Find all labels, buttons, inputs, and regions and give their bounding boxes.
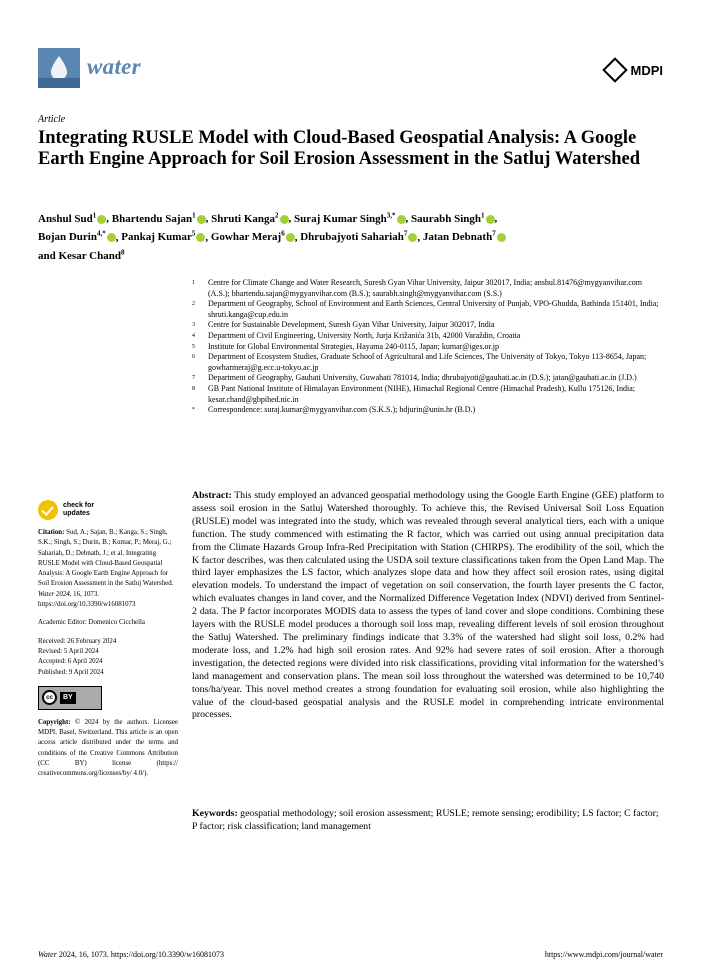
author-name-text: Bhartendu Sajan bbox=[111, 212, 193, 225]
author-name-text: Anshul Sud bbox=[38, 212, 93, 225]
citation-doi[interactable]: 16, 1073. https://doi.org/10.3390/w16081073 bbox=[38, 590, 136, 609]
page-footer bbox=[38, 950, 663, 959]
author-name[interactable] bbox=[38, 250, 124, 262]
orcid-icon[interactable] bbox=[286, 233, 295, 242]
cc-icon: cc bbox=[42, 690, 57, 705]
author-name[interactable] bbox=[300, 231, 417, 243]
affiliation-number: 2 bbox=[192, 301, 195, 308]
author-affiliation-marker: 1 bbox=[481, 211, 485, 219]
affiliation-item bbox=[192, 320, 664, 331]
orcid-icon[interactable] bbox=[196, 233, 205, 242]
author-name-text: and Kesar Chand bbox=[38, 249, 121, 262]
keywords-text: geospatial methodology; soil erosion assessment; RUSLE; remote sensing; erodibility; LS factor; C factor; P factor; risk classification; land management bbox=[192, 808, 659, 832]
abstract-text: This study employed an advanced geospatial methodology using the Google Earth Engine (GEE) platform to assess soil erosion in the Satluj Watershed thoroughly. To achieve this, the Revised Universal Soil Loss Equation (RUSLE) model was integrated into the study, which was revealed through several analytical tiers, each with a unique function. The study commenced with estimating the R factor, which was carried out using annual precipitation data from the Climate Hazards Group Infra-Red Precipitation with Station (CHIRPS). The erodibility of the soil, which the K factor describes, was then calculated using the USDA soil texture classifications taken from the Open Land Map. The third layer emphasizes the LS factor, which analyzes slope data and how they affect soil erosion rates, using digital elevation models. To understand the impact of vegetation on soil conservation, the fourth layer presents the C factor, which evaluates changes in land cover, and the Normalized Difference Vegetation Index (NDVI) derived from Sentinel-2 data. The P factor incorporates MODIS data to assess the types of land cover and slope conditions. Combining these layers with the RUSLE model produces a thorough soil loss map, revealing different levels of soil erosion throughout the Satluj Watershed. The preliminary findings indicate that 3.3% of the watershed had slight soil loss, 0.2% had moderate loss, and 1.2% had high soil erosion rates. And 92% had severe rates of soil erosion. After a thorough investigation, the detected regions were divided into risk classifications, providing vital information for the watershed’s land management and conservation plans. The mean soil loss throughout the watershed was determined to be 10,740 tons/ha/year. This novel method creates a strong foundation for evaluating soil erosion, while also highlighting the value of the cloud-based geospatial analysis and the RUSLE model in comprehending intricate environmental processes. bbox=[192, 490, 664, 721]
author-affiliation-marker: 2 bbox=[275, 211, 279, 219]
cc-by-label: BY bbox=[60, 692, 76, 704]
mdpi-diamond-icon bbox=[602, 57, 627, 82]
affiliation-item bbox=[192, 342, 664, 353]
author-name[interactable] bbox=[423, 231, 506, 243]
affiliation-item bbox=[192, 384, 664, 405]
citation-journal: Water 2024, bbox=[38, 590, 72, 598]
author-separator: , bbox=[106, 212, 112, 225]
affiliation-text: Centre for Sustainable Development, Suresh Gyan Vihar University, Jaipur 302017, India bbox=[208, 320, 495, 330]
author-affiliation-marker: 1 bbox=[92, 211, 97, 219]
affiliation-item bbox=[192, 331, 664, 342]
check-for-updates-button[interactable] bbox=[38, 500, 178, 520]
author-affiliation-marker: 7 bbox=[403, 229, 408, 238]
author-separator: , bbox=[288, 212, 295, 225]
orcid-icon[interactable] bbox=[408, 233, 417, 242]
author-name-text: Saurabh Singh bbox=[411, 212, 482, 225]
affiliation-text: Department of Geography, School of Environment and Earth Sciences, Central University of Punjab, VPO-Ghudda, Bathinda 151401, India; shruti.kanga@cup.edu.in bbox=[208, 299, 659, 319]
author-separator: , bbox=[205, 231, 211, 244]
author-separator: , bbox=[494, 212, 498, 225]
footer-journal: Water bbox=[38, 950, 57, 959]
author-separator: , bbox=[205, 212, 212, 225]
date-received: Received: 26 February 2024 bbox=[38, 637, 117, 645]
affiliation-item bbox=[192, 299, 664, 320]
author-name-text: Jatan Debnath bbox=[422, 231, 493, 244]
author-separator: , bbox=[417, 231, 423, 244]
affiliation-text: GB Pant National Institute of Himalayan Environment (NIHE), Himachal Regional Centre (Himachal Pradesh), Kullu 175126, India; kesar.chand@gbpihed.nic.in bbox=[208, 383, 636, 404]
keywords-section bbox=[192, 808, 664, 834]
affiliation-text: Department of Geography, Gauhati University, Guwahati 781014, India; dhrubajyoti@gauhati.ac.in (D.S.); jatan@gauhati.ac.in (J.D.) bbox=[208, 373, 637, 383]
author-name[interactable] bbox=[121, 231, 205, 243]
citation-block bbox=[38, 528, 178, 610]
author-separator: , bbox=[294, 231, 301, 244]
author-separator: , bbox=[115, 231, 122, 244]
check-updates-line1: check for bbox=[63, 502, 95, 509]
check-updates-line2: updates bbox=[63, 510, 90, 517]
author-name-text: Pankaj Kumar bbox=[121, 231, 192, 244]
article-title: Integrating RUSLE Model with Cloud-Based Geospatial Analysis: A Google Earth Engine Approach for Soil Erosion Assessment in the Satluj Watershed bbox=[38, 128, 641, 169]
keywords-label: Keywords: bbox=[192, 808, 238, 819]
affiliation-number: 6 bbox=[192, 354, 195, 361]
affiliation-number: 3 bbox=[192, 322, 195, 329]
author-affiliation-marker: 3,* bbox=[386, 211, 396, 219]
cc-license-badge[interactable] bbox=[38, 686, 102, 710]
affiliation-text: Centre for Climate Change and Water Research, Suresh Gyan Vihar University, Jaipur 302017, India; anshul.81476@mygyanvihar.com (A.S.); bhartendu.sajan@mygyanvihar.com (B.S.); saurabh.singh@mygyanvihar.com (S.S.) bbox=[208, 278, 642, 298]
orcid-icon[interactable] bbox=[497, 233, 506, 242]
academic-editor: Academic Editor: Domenico Cicchella bbox=[38, 619, 145, 627]
author-name-text: Gowhar Meraj bbox=[210, 231, 282, 244]
copyright-text: © 2024 by the authors. Licensee MDPI, Basel, Switzerland. This article is an open access article distributed under the terms and conditions of the Creative Commons Attribution (CC BY) license (https:// creativecommons.org/licenses/by/ 4.0/). bbox=[38, 718, 178, 778]
publisher-name: MDPI bbox=[630, 62, 663, 78]
orcid-icon[interactable] bbox=[280, 215, 289, 224]
water-drop-icon bbox=[38, 48, 80, 88]
affiliation-text: Correspondence: suraj.kumar@mygyanvihar.com (S.K.S.); bdjurin@unin.hr (B.D.) bbox=[208, 405, 476, 415]
copyright-notice bbox=[38, 718, 178, 780]
author-name-text: Bojan Durin bbox=[38, 231, 97, 244]
affiliation-list bbox=[192, 278, 664, 416]
affiliation-item bbox=[192, 405, 664, 416]
author-name[interactable] bbox=[112, 213, 206, 225]
abstract-section bbox=[192, 490, 664, 722]
publication-dates bbox=[38, 637, 178, 678]
orcid-icon[interactable] bbox=[397, 215, 406, 224]
orcid-icon[interactable] bbox=[97, 215, 106, 224]
footer-url[interactable]: https://www.mdpi.com/journal/water bbox=[544, 950, 663, 959]
author-name[interactable] bbox=[411, 213, 495, 225]
author-name[interactable] bbox=[294, 213, 405, 225]
date-revised: Revised: 5 April 2024 bbox=[38, 647, 99, 655]
author-affiliation-marker: 1 bbox=[192, 211, 196, 219]
journal-header bbox=[38, 48, 663, 88]
citation-text: Sud, A.; Sajan, B.; Kanga, S.; Singh, S.K.; Singh, S.; Durin, B.; Kumar, P.; Meraj, G.; Sahariah, D.; Debnath, J.; et al. Integrating RUSLE Model with Cloud-Based Geospatial Analysis: A Google Earth Engine Approach for Soil Erosion Assessment in the Satluj Watershed. bbox=[38, 529, 174, 588]
author-name-text: Shruti Kanga bbox=[211, 212, 276, 225]
author-affiliation-marker: 5 bbox=[191, 229, 196, 238]
affiliation-number: 5 bbox=[192, 343, 195, 350]
affiliation-number: 1 bbox=[192, 280, 195, 286]
affiliation-text: Department of Ecosystem Studies, Graduate School of Agricultural and Life Sciences, The University of Tokyo, Tokyo 113-8654, Japan; gowharmeraj@g.ecc.u-tokyo.ac.jp bbox=[208, 352, 647, 372]
author-name[interactable] bbox=[38, 231, 116, 243]
abstract-label: Abstract: bbox=[192, 490, 232, 501]
article-sidebar bbox=[38, 500, 178, 780]
author-separator: , bbox=[405, 212, 411, 225]
citation-label: Citation: bbox=[38, 529, 65, 536]
orcid-icon[interactable] bbox=[107, 233, 116, 242]
author-name-text: Suraj Kumar Singh bbox=[294, 212, 387, 225]
affiliation-number: 4 bbox=[192, 332, 195, 339]
author-affiliation-marker: 8 bbox=[120, 248, 125, 257]
author-affiliation-marker: 6 bbox=[281, 229, 285, 238]
orcid-icon[interactable] bbox=[197, 215, 206, 224]
orcid-icon[interactable] bbox=[486, 215, 495, 224]
author-name[interactable] bbox=[211, 231, 295, 243]
article-type: Article bbox=[38, 114, 66, 125]
author-list bbox=[38, 208, 663, 264]
author-name-text: Dhrubajyoti Sahariah bbox=[300, 231, 404, 244]
affiliation-number: 8 bbox=[192, 385, 195, 392]
footer-citation bbox=[38, 950, 224, 959]
publisher-logo[interactable] bbox=[606, 61, 664, 79]
affiliation-item bbox=[192, 373, 664, 384]
author-name[interactable] bbox=[211, 213, 288, 225]
author-name[interactable] bbox=[38, 213, 106, 225]
affiliation-text: Institute for Global Environmental Strategies, Hayama 240-0115, Japan; kumar@iges.or.jp bbox=[208, 341, 500, 351]
affiliation-number: 7 bbox=[192, 375, 195, 382]
check-updates-icon bbox=[38, 500, 58, 520]
author-affiliation-marker: 4,* bbox=[97, 229, 106, 238]
affiliation-item bbox=[192, 278, 664, 299]
date-published: Published: 9 April 2024 bbox=[38, 668, 104, 676]
author-affiliation-marker: 7 bbox=[492, 229, 496, 238]
journal-name[interactable]: water bbox=[87, 54, 141, 79]
affiliation-text: Department of Civil Engineering, University North, Jurja Križanića 31b, 42000 Varaždin, Croatia bbox=[208, 330, 521, 340]
affiliation-number: * bbox=[192, 407, 195, 414]
copyright-label: Copyright: bbox=[38, 718, 71, 726]
affiliation-item bbox=[192, 352, 664, 373]
footer-citation-text[interactable]: 2024, 16, 1073. https://doi.org/10.3390/w16081073 bbox=[58, 950, 225, 959]
date-accepted: Accepted: 6 April 2024 bbox=[38, 658, 103, 666]
